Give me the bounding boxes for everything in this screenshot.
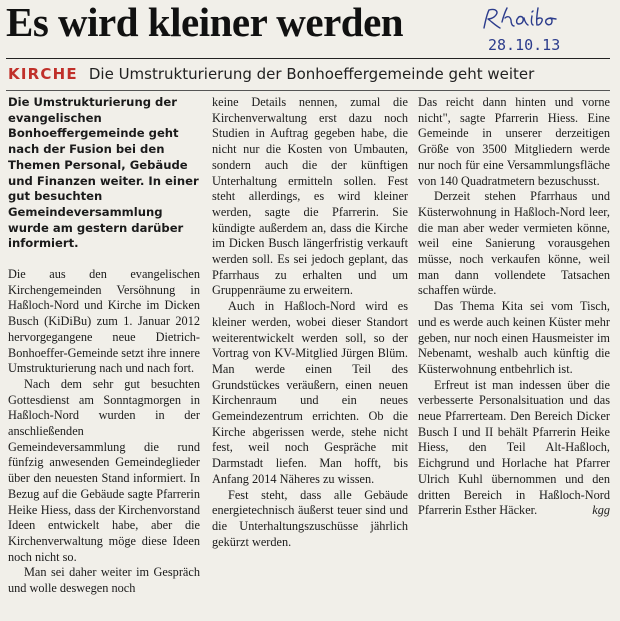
body-paragraph: Auch in Haßloch-Nord wird es kleiner werden, wobei dieser Standort weiterentwickelt werden soll, so der Vortrag von KV-Mitglied Jürgen Blüm. Man werde einen Teil des Grundstückes veräußern, einen neuen Kirchenraum und ein neues Gemeindezentrum errichten. Ob die Kirche abgerissen werde, stehe nicht fest, weil noch Gespräche mit Darmstadt liefen. Man hofft, bis Anfang 2014 Näheres zu wissen. <box>212 299 408 486</box>
body-paragraph <box>418 378 610 519</box>
subheadline: Die Umstrukturierung der Bonhoeffergemeinde geht weiter <box>88 65 535 83</box>
body-paragraph: keine Details nennen, zumal die Kirchenverwaltung erst dazu noch Studien in Auftrag gegeben habe, die nicht nur die Kosten von Umbauten, sondern auch die der künftigen Unterhaltung ermitteln sollen. Fest steht allerdings, es wird kleiner werden, sagte die Pfarrerin. Sie kündigte außerdem an, dass die Kirche im Dicken Busch längerfristig verkauft werden soll. Es sei jedoch geplant, das Pfarrhaus zu erhalten und um Gruppenräume zu erweitern. <box>212 95 408 298</box>
svg-text:28.10.13: 28.10.13 <box>488 36 561 54</box>
subheadline-rule <box>6 90 610 91</box>
lead-paragraph: Die Umstrukturierung der evangelischen Bonhoeffergemeinde geht nach der Fusion bei den Themen Personal, Gebäude und Finanzen weiter. In einer gut besuchten Gemeindeversammlung wurde am gestern darüber informiert. <box>8 95 199 251</box>
body-paragraph: Nach dem sehr gut besuchten Gottesdienst am Sonntagmorgen in Haßloch-Nord wurden in der anschließenden Gemeindeversammlung die rund fünfzig anwesenden Gemeindeglieder über den neuesten Stand informiert. In Bezug auf die Gebäude sagte Pfarrerin Heike Hiess, dass der Kirchenvorstand Ideen entwickelt habe, aber die Kirchenverwaltung möge diese Ideen noch nicht so. <box>8 376 200 564</box>
handwritten-note <box>480 4 620 54</box>
body-paragraph: Fest steht, dass alle Gebäude energietechnisch äußerst teuer sind und die Unterhaltungszuschüsse jährlich gekürzt werden. <box>212 487 408 549</box>
kicker-label: KIRCHE <box>8 65 78 83</box>
body-paragraph: Derzeit stehen Pfarrhaus und Küsterwohnung in Haßloch-Nord leer, die man aber weder vermieten könne, weil eine Sanierung vorausgehen müsse, noch verkaufen könne, weil man dann vollendete Tatsachen schaffen würde. <box>418 189 610 298</box>
body-paragraph: Das reicht dann hinten und vorne nicht", sagte Pfarrerin Hiess. Eine Gemeinde in unserer derzeitigen Größe von 3500 Mitgliedern werde nur noch für eine Versammlungsfläche von 140 Quadratmetern bezuschusst. <box>418 95 610 188</box>
author-initials: kgg <box>592 503 610 518</box>
body-paragraph-text: Erfreut ist man indessen über die verbesserte Personalsituation und das neue Pfarrerteam. Den Bereich Dicker Busch I und II behält Pfarrerin Heike Hiess, den Teil Alt-Haßloch, Eichgrund und Horlache hat Pfarrer Ulrich Kuhl übernommen und den dritten Bereich in Haßloch-Nord Pfarrerin Esther Häcker. <box>418 377 610 518</box>
headline: Es wird kleiner werden <box>6 0 404 45</box>
body-paragraph: Das Thema Kita sei vom Tisch, und es werde auch keinen Küster mehr geben, nur noch einen Hausmeister im Nebenamt, weshalb auch künftig die Küsterwohnung entbehrlich ist. <box>418 299 610 376</box>
body-paragraph: Die aus den evangelischen Kirchengemeinden Versöhnung in Haßloch-Nord und Kirche im Dicken Busch (KiDiBu) zum 1. Januar 2012 hervorgegangene neue Dietrich-Bonhoeffer-Gemeinde setzt ihre innere Umstrukturierung nach und nach fort. <box>8 267 200 376</box>
kicker-row <box>8 63 534 85</box>
headline-rule <box>6 58 610 59</box>
article-column-2 <box>212 95 408 550</box>
article-column-1 <box>8 95 200 597</box>
article-column-3 <box>418 95 610 519</box>
body-paragraph: Man sei daher weiter im Gespräch und wolle deswegen noch <box>8 565 200 596</box>
